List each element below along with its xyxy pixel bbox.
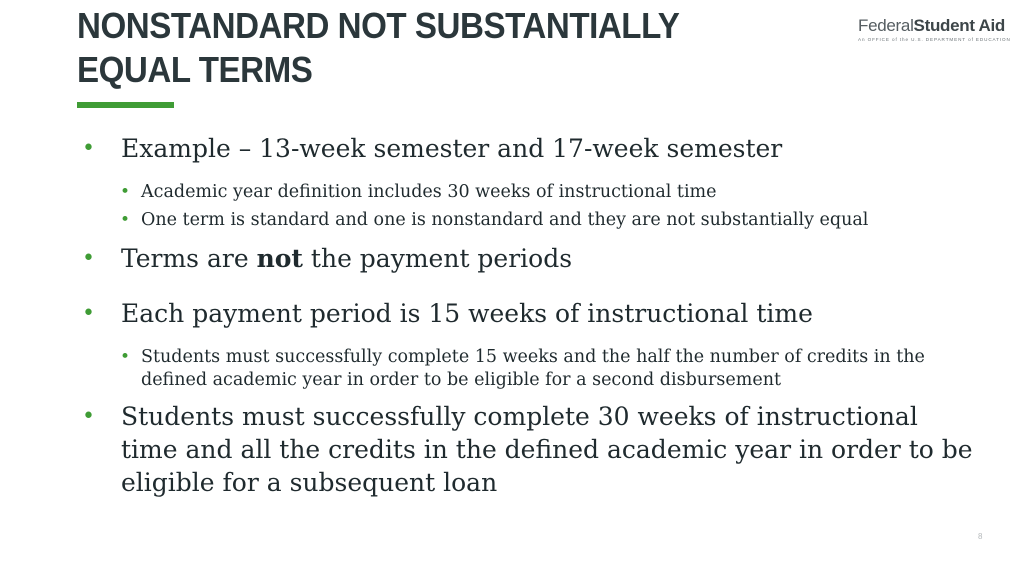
logo-federal-text: Federal [858, 16, 914, 35]
title-accent-bar [77, 102, 174, 108]
sub-bullet-second-disbursement [82, 346, 982, 392]
logo-wordmark [858, 16, 1008, 36]
bullet-marker: • [82, 301, 95, 326]
slide-title-line-1: NONSTANDARD NOT SUBSTANTIALLY [77, 5, 680, 46]
bullet-marker: • [82, 136, 95, 161]
bullet-terms-not-payment-periods [82, 242, 982, 275]
bullet-text-part: the payment periods [302, 244, 573, 273]
bullet-text: Students must successfully complete 30 weeks of instructional time and all the credits in the defined academic year in order to be eligible for a subsequent loan [121, 402, 973, 497]
sub-bullet-academic-year [82, 181, 982, 204]
sub-bullet-marker: • [120, 210, 131, 230]
bullet-example [82, 132, 982, 165]
bullet-text [121, 244, 572, 273]
slide-content [82, 132, 982, 499]
slide-title-line-2: EQUAL TERMS [77, 49, 313, 90]
logo-student-aid-text: Student Aid [913, 16, 1005, 35]
sub-bullet-marker: • [120, 347, 131, 367]
logo-tagline: An OFFICE of the U.S. DEPARTMENT of EDUCATION [858, 37, 1011, 42]
sub-bullet-text: Academic year definition includes 30 weeks of instructional time [141, 182, 717, 202]
bullet-text: Example – 13-week semester and 17-week semester [121, 134, 783, 163]
bullet-payment-period [82, 297, 982, 330]
sub-bullet-text: Students must successfully complete 15 weeks and the half the number of credits in the defined academic year in order to be eligible for a second disbursement [141, 347, 925, 390]
bullet-text: Each payment period is 15 weeks of instructional time [121, 299, 813, 328]
slide-title [77, 4, 739, 92]
federal-student-aid-logo [858, 16, 1011, 42]
sub-bullet-marker: • [120, 182, 131, 202]
bullet-text-emphasis: not [256, 244, 303, 273]
page-number: 8 [978, 532, 983, 541]
bullet-marker: • [82, 246, 95, 271]
bullet-subsequent-loan [82, 400, 982, 499]
bullet-marker: • [82, 404, 95, 429]
sub-bullet-text: One term is standard and one is nonstandard and they are not substantially equal [141, 210, 869, 230]
bullet-text-part: Terms are [121, 244, 257, 273]
sub-bullet-terms [82, 209, 982, 232]
